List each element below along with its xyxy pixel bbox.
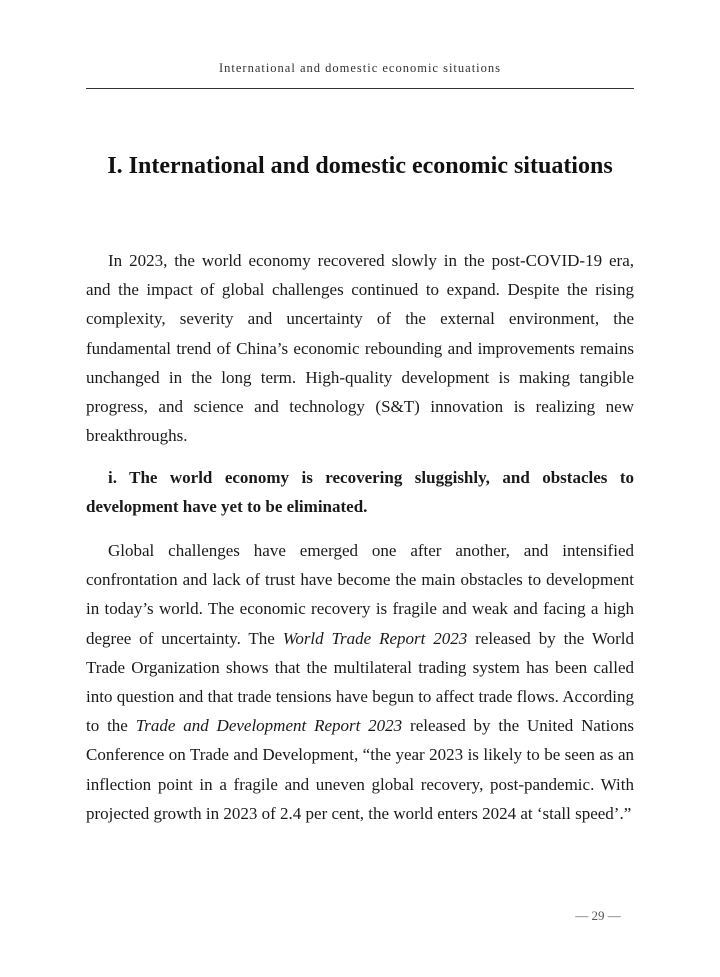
report-title-trade-development: Trade and Development Report 2023 [135, 716, 403, 736]
running-header: International and domestic economic situations [218, 61, 502, 75]
page-number: — 29 — [575, 908, 621, 923]
report-title-world-trade: World Trade Report 2023 [282, 628, 468, 648]
subsection-heading: i. The world economy is recovering sluggishly, and obstacles to development have yet to be eliminated. [86, 468, 634, 517]
paragraph-text: Global challenges have emerged one after another, and intensified confrontation and lack of trust have become the main obstacles to development in today’s world. The economic recovery is fragile and weak and facing a high degree of uncertainty. The [86, 541, 634, 648]
paragraph-world-economy [86, 536, 634, 828]
paragraph-text: released by the United Nations Conference on Trade and Development, “the year 2023 is likely to be seen as an inflection point in a fragile and uneven global recovery, post-pandemic. With projected growth in 2023 of 2.4 per cent, the world enters 2024 at ‘stall speed’.” [86, 716, 634, 823]
header-rule [86, 88, 634, 89]
section-title: I. International and domestic economic situations [107, 153, 613, 179]
paragraph-intro: In 2023, the world economy recovered slowly in the post-COVID-19 era, and the impact of global challenges continued to expand. Despite the rising complexity, severity and uncertainty of the external environment, the fundamental trend of China’s economic rebounding and improvements remains unchanged in the long term. High-quality development is making tangible progress, and science and technology (S&T) innovation is realizing new breakthroughs. [86, 251, 634, 446]
paragraph-text: released by the World Trade Organization shows that the multilateral trading system has been called into question and that trade tensions have begun to affect trade flows. According to the [86, 628, 634, 736]
